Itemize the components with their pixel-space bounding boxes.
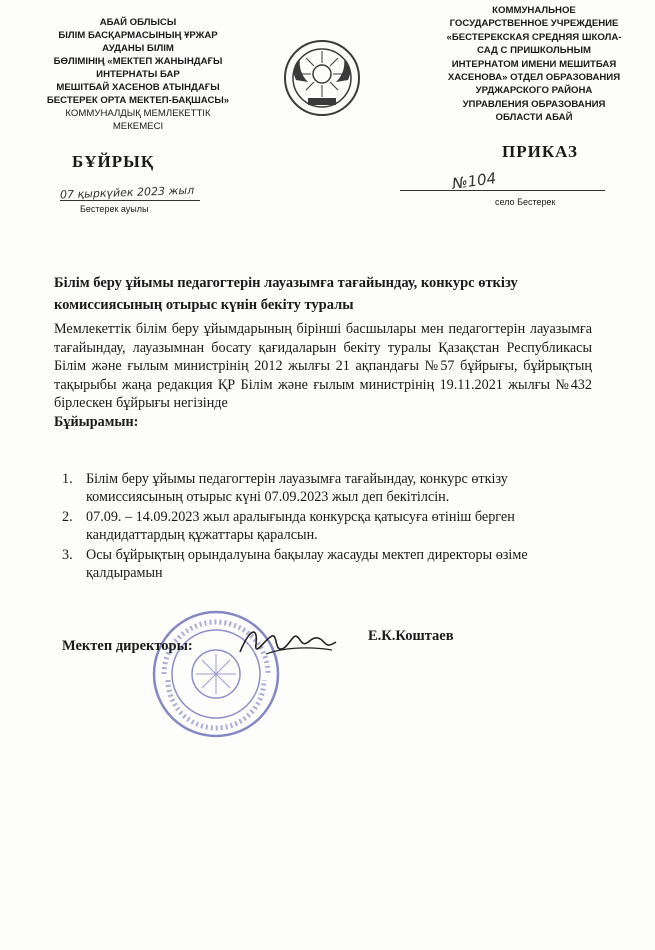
signature-icon [236,618,346,666]
item-number: 1. [62,471,73,487]
header-right-line: САД С ПРИШКОЛЬНЫМ [477,45,591,57]
date-underline [60,200,200,201]
header-right-line: ГОСУДАРСТВЕННОЕ УЧРЕЖДЕНИЕ [449,18,619,30]
list-item [62,508,592,544]
header-left-line: КОММУНАЛДЫҚ МЕМЛЕКЕТТІК [65,108,211,119]
header-right-line: КОММУНАЛЬНОЕ [492,5,576,16]
item-text: 07.09. – 14.09.2023 жыл аралығында конкурсқа қатысуға өтініш берген кандидаттардың құжаттары қаралсын. [86,509,515,543]
order-word: Бұйырамын: [54,413,139,430]
header-right-line: УРДЖАРСКОГО РАЙОНА [475,85,593,97]
signatory-name: Е.К.Коштаев [368,628,454,644]
signatory-position: Мектеп директоры: [62,638,193,654]
header-left-line: АУДАНЫ БІЛІМ [102,43,174,54]
handwritten-number: №104 [450,169,498,193]
header-left-line: БӨЛІМІНІҢ «МЕКТЕП ЖАНЫНДАҒЫ [53,56,223,67]
header-right-line: ОБЛАСТИ АБАЙ [495,112,573,124]
doc-type-ru: ПРИКАЗ [502,142,578,161]
item-text: Осы бұйрықтың орындалуына бақылау жасауды мектеп директоры өзіме қалдырамын [86,547,528,581]
village-ru: село Бестерек [495,197,556,207]
order-items [62,470,592,584]
header-right-line: УПРАВЛЕНИЯ ОБРАЗОВАНИЯ [462,98,606,110]
header-left-kz [14,16,262,133]
preamble-text: Мемлекеттік білім беру ұйымдарының бірінші басшылары мен педагогтерін лауазымға тағайындау, лауазымнан босату қағидаларын бекіту туралы Қазақстан Республикасы Білім және ғылым министрінің 2012 жылғы 21 ақпандағы №57 бұйрығы, бұйрықтың тақырыбы жаңа редакция ҚР Білім және ғылым министрінің 19.11.2021 жылғы №432 бірлескен бұйрығы негізінде [54,321,592,411]
order-title: Білім беру ұйымы педагогтерін лауазымға тағайындау, конкурс өткізу комиссиясының отырыс күнін бекіту туралы [54,275,518,313]
number-underline [400,190,605,191]
item-text: Білім беру ұйымы педагогтерін лауазымға тағайындау, конкурс өткізу комиссиясының отырыс күні 07.09.2023 жыл деп бекітілсін. [86,471,508,505]
header-left-line: БІЛІМ БАСҚАРМАСЫНЫҢ ҰРЖАР [58,30,218,41]
header-right-line: «БЕСТЕРЕКСКАЯ СРЕДНЯЯ ШКОЛА- [446,31,622,43]
item-number: 2. [62,509,73,525]
header-left-line: МЕКЕМЕСІ [112,121,164,132]
doc-type-kz: БҰЙРЫҚ [72,152,155,171]
state-emblem-icon [282,38,362,118]
header-left-line: ИНТЕРНАТЫ БАР [96,69,180,80]
list-item [62,546,592,582]
handwritten-date: 07 қыркүйек 2023 жыл [59,183,195,202]
header-left-line: АБАЙ ОБЛЫСЫ [99,17,177,28]
village-kz: Бестерек ауылы [80,204,149,214]
header-left-line: БЕСТЕРЕК ОРТА МЕКТЕП-БАҚШАСЫ» [46,95,230,106]
header-right-line: ХАСЕНОВА» ОТДЕЛ ОБРАЗОВАНИЯ [447,72,621,84]
header-left-line: МЕШІТБАЙ ХАСЕНОВ АТЫНДАҒЫ [56,82,220,93]
header-right-line: ИНТЕРНАТОМ ИМЕНИ МЕШИТБАЯ [451,58,617,70]
list-item [62,470,592,506]
preamble-paragraph [54,320,592,431]
header-right-ru [418,4,650,125]
item-number: 3. [62,547,73,563]
